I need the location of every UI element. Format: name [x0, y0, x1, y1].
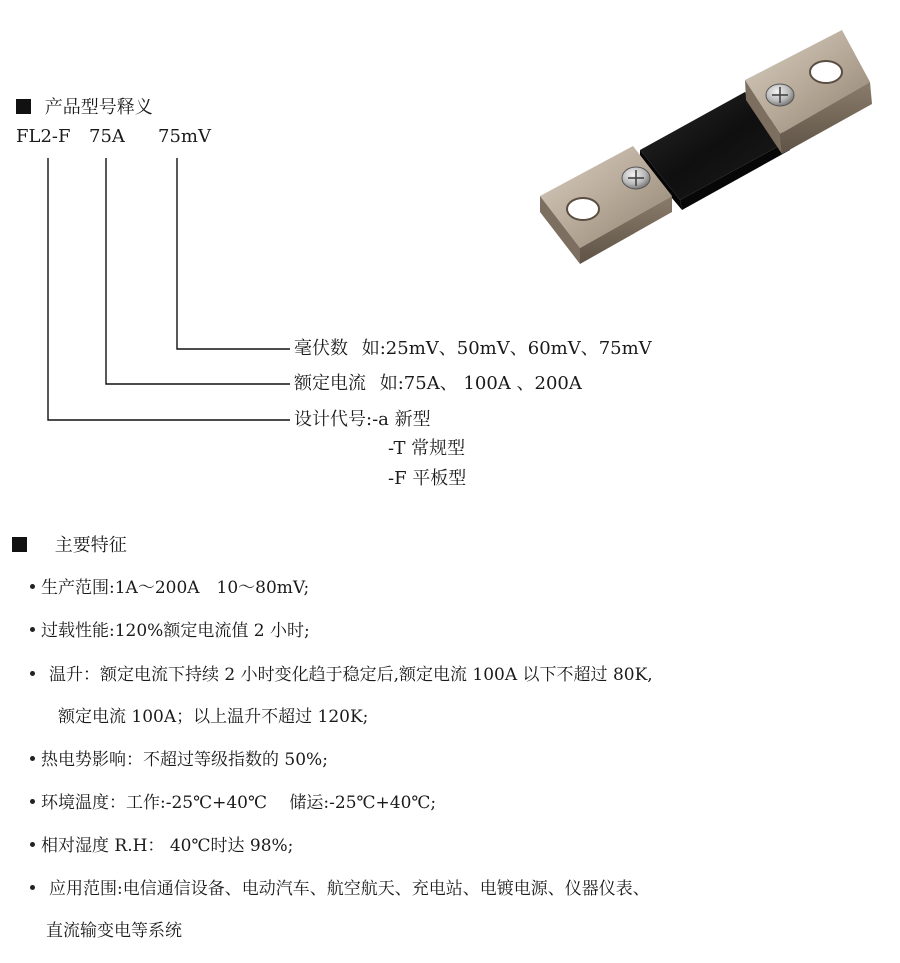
feature-item: 应用范围:电信通信设备、电动汽车、航空航天、充电站、电镀电源、仪器仪表、 [30, 878, 650, 900]
feature-item: 温升：额定电流下持续 2 小时变化趋于稳定后,额定电流 100A 以下不超过 80K, [30, 664, 653, 686]
feature-item: 生产范围:1A～200A 10～80mV; [30, 577, 309, 599]
bullet-dot-icon [30, 799, 35, 804]
bullet-dot-icon [30, 671, 35, 676]
design-code-explanation: 设计代号:-a 新型 [294, 409, 431, 430]
millivolt-explanation: 毫伏数 如:25mV、50mV、60mV、75mV [294, 338, 652, 359]
model-part-series: FL2-F [16, 126, 71, 147]
bullet-dot-icon [30, 627, 35, 632]
features-heading: 主要特征 [12, 535, 127, 557]
feature-item-continuation: 额定电流 100A；以上温升不超过 120K; [58, 707, 369, 727]
bullet-dot-icon [30, 885, 35, 890]
bullet-dot-icon [30, 584, 35, 589]
current-explanation: 额定电流 如:75A、 100A 、200A [294, 373, 582, 394]
bullet-dot-icon [30, 842, 35, 847]
bullet-dot-icon [30, 756, 35, 761]
feature-item: 过载性能:120%额定电流值 2 小时; [30, 620, 310, 642]
design-option-standard: -T 常规型 [388, 438, 466, 459]
model-explanation-heading: 产品型号释义 [16, 97, 153, 119]
design-option-flat: -F 平板型 [388, 468, 467, 489]
model-part-millivolt: 75mV [158, 126, 211, 147]
square-bullet-icon [12, 537, 27, 552]
feature-item: 热电势影响：不超过等级指数的 50%; [30, 749, 328, 771]
feature-item-continuation: 直流输变电等系统 [46, 921, 182, 941]
model-part-current: 75A [89, 126, 125, 147]
feature-item: 环境温度：工作:-25℃+40℃ 储运:-25℃+40℃; [30, 792, 436, 814]
feature-item: 相对湿度 R.H： 40℃时达 98%; [30, 835, 293, 857]
